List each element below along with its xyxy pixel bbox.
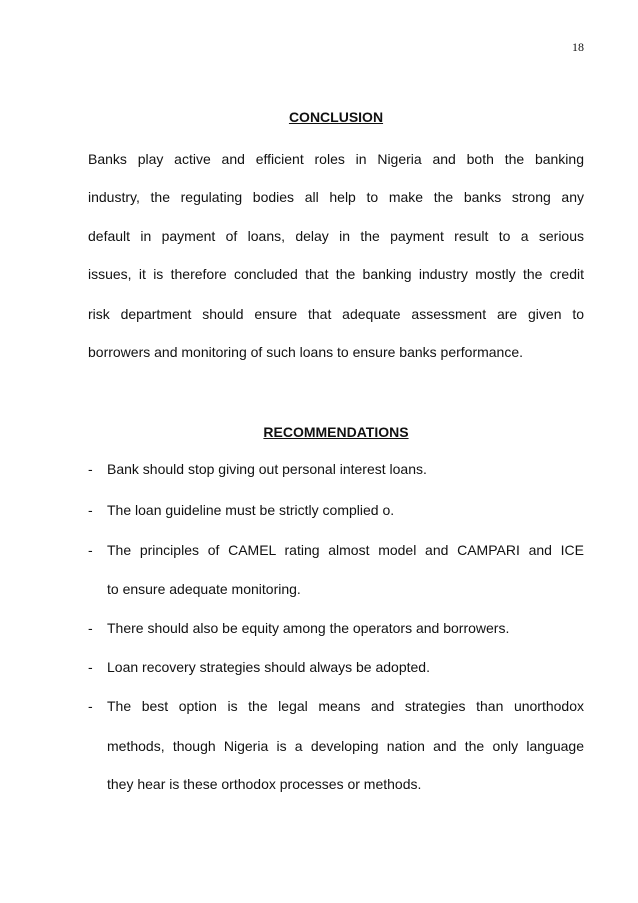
recommendation-line: There should also be equity among the operators and borrowers. [107, 620, 510, 636]
bullet-marker: - [88, 461, 93, 477]
conclusion-line: issues, it is therefore concluded that the banking industry mostly the credit [88, 266, 584, 282]
conclusion-line: industry, the regulating bodies all help to make the banks strong any [88, 189, 584, 205]
recommendation-line: Bank should stop giving out personal interest loans. [107, 461, 427, 477]
bullet-marker: - [88, 620, 93, 636]
conclusion-line: borrowers and monitoring of such loans to ensure banks performance. [88, 344, 524, 360]
bullet-marker: - [88, 542, 93, 558]
conclusion-heading: CONCLUSION [288, 109, 384, 125]
bullet-marker: - [88, 502, 93, 518]
recommendation-line: to ensure adequate monitoring. [107, 581, 301, 597]
conclusion-line: risk department should ensure that adequate assessment are given to [88, 306, 584, 322]
conclusion-line: Banks play active and efficient roles in Nigeria and both the banking [88, 151, 584, 167]
recommendation-line: The loan guideline must be strictly complied o. [107, 502, 395, 518]
recommendation-line: Loan recovery strategies should always be adopted. [107, 659, 430, 675]
bullet-marker: - [88, 659, 93, 675]
recommendation-line: they hear is these orthodox processes or methods. [107, 776, 422, 792]
page-number: 18 [572, 40, 584, 54]
recommendation-line: The principles of CAMEL rating almost model and CAMPARI and ICE [107, 542, 584, 558]
recommendations-heading: RECOMMENDATIONS [263, 424, 409, 440]
bullet-marker: - [88, 698, 93, 714]
conclusion-line: default in payment of loans, delay in the payment result to a serious [88, 228, 584, 244]
recommendation-line: The best option is the legal means and strategies than unorthodox [107, 698, 584, 714]
recommendation-line: methods, though Nigeria is a developing nation and the only language [107, 738, 584, 754]
